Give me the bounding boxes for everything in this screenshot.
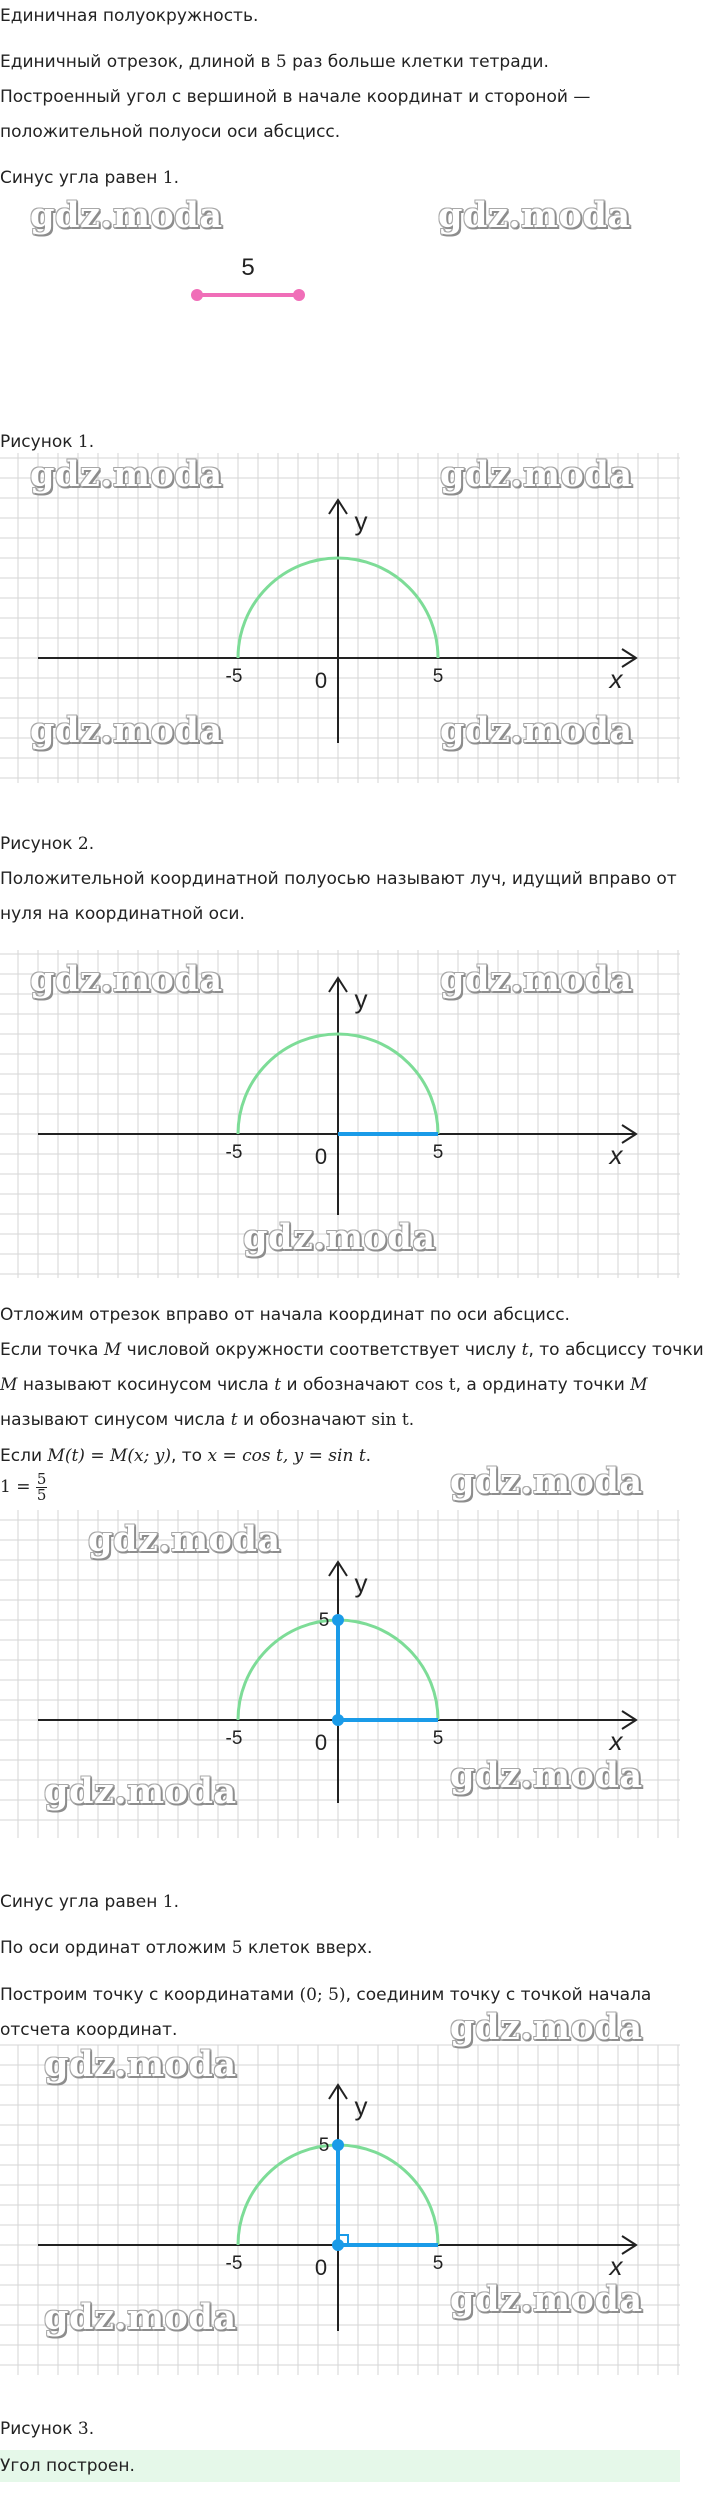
point-0-5 [332, 1614, 344, 1626]
tick-label-neg-5: -5 [225, 666, 243, 687]
point-0-5 [332, 2139, 344, 2151]
segment-endpoint [293, 289, 305, 301]
text-line: Единичный отрезок, длиной в 5 раз больше клетки тетради. [0, 52, 549, 72]
watermark: gdz.moda [30, 959, 223, 1000]
origin-label: 0 [314, 1144, 328, 1169]
segment-endpoint [191, 289, 203, 301]
text-line: Если точка M числовой окружности соответствует числу t, то абсциссу точки [0, 1340, 704, 1360]
fraction: $\frac{5}{5}$ [36, 1469, 47, 1504]
x-axis-label: x [609, 1140, 623, 1170]
text-line: Единичная полуокружность. [0, 6, 259, 26]
tick-label-5: 5 [432, 1142, 444, 1163]
watermark: gdz.moda [450, 1755, 643, 1796]
watermark: gdz.moda [243, 1217, 436, 1258]
watermark: gdz.moda [450, 1461, 643, 1502]
y-axis-label: y [354, 1568, 368, 1598]
watermark: gdz.moda [30, 454, 223, 495]
unit-segment-figure [0, 245, 680, 315]
watermark: gdz.moda [438, 195, 631, 236]
watermark: gdz.moda [450, 2007, 643, 2048]
text-line: Синус угла равен 1. [0, 1892, 179, 1912]
watermark: gdz.moda [44, 2044, 237, 2085]
text-line: отсчета координат. [0, 2020, 178, 2040]
tick-label-neg-5: -5 [225, 1142, 243, 1163]
x-axis-label: x [609, 2251, 623, 2281]
text-line: Построенный угол с вершиной в начале координат и стороной — [0, 87, 591, 107]
tick-label-5: 5 [432, 2253, 444, 2274]
origin-point [332, 1714, 344, 1726]
watermark: gdz.moda [30, 195, 223, 236]
tick-label-y-5: 5 [318, 1610, 330, 1631]
watermark: gdz.moda [30, 710, 223, 751]
watermark: gdz.moda [440, 454, 633, 495]
text-line: Построим точку с координатами (0; 5), соединим точку с точкой начала [0, 1985, 652, 2005]
caption: Рисунок 3. [0, 2419, 95, 2439]
watermark: gdz.moda [450, 2279, 643, 2320]
text-line: Положительной координатной полуосью называют луч, идущий вправо от [0, 869, 677, 889]
unit-segment-svg [0, 245, 680, 315]
origin-label: 0 [314, 668, 328, 693]
watermark: gdz.moda [44, 1771, 237, 1812]
watermark: gdz.moda [88, 1519, 281, 1560]
watermark: gdz.moda [44, 2297, 237, 2338]
text-line: положительной полуоси оси абсцисс. [0, 122, 341, 142]
tick-label-neg-5: -5 [225, 2253, 243, 2274]
y-axis-label: y [354, 984, 368, 1014]
text-line: нуля на координатной оси. [0, 904, 245, 924]
y-axis-label: y [354, 2091, 368, 2121]
y-axis-label: y [354, 506, 368, 536]
origin-label: 0 [314, 2255, 328, 2280]
tick-label-5: 5 [432, 1728, 444, 1749]
text-line: Если M(t) = M(x; y), то x = cos t, y = sin t. [0, 1446, 372, 1466]
text-line: называют синусом числа t и обозначают sin t. [0, 1410, 415, 1430]
text-line: Отложим отрезок вправо от начала координат по оси абсцисс. [0, 1305, 570, 1325]
caption: Рисунок 2. [0, 834, 95, 854]
origin-label: 0 [314, 1730, 328, 1755]
tick-label-neg-5: -5 [225, 1728, 243, 1749]
segment-label: 5 [241, 254, 255, 281]
x-axis-label: x [609, 1726, 623, 1756]
caption: Рисунок 1. [0, 432, 95, 452]
tick-label-y-5: 5 [318, 2135, 330, 2156]
conclusion: Угол построен. [0, 2450, 680, 2482]
text-line: По оси ординат отложим 5 клеток вверх. [0, 1938, 373, 1958]
watermark: gdz.moda [440, 959, 633, 1000]
text-line: M называют косинусом числа t и обозначают cos t, а ординату точки M [0, 1375, 648, 1395]
formula-line: 1 = $\frac{5}{5}$ [0, 1469, 47, 1504]
watermark: gdz.moda [440, 710, 633, 751]
text-line: Синус угла равен 1. [0, 168, 179, 188]
x-axis-label: x [609, 664, 623, 694]
tick-label-5: 5 [432, 666, 444, 687]
